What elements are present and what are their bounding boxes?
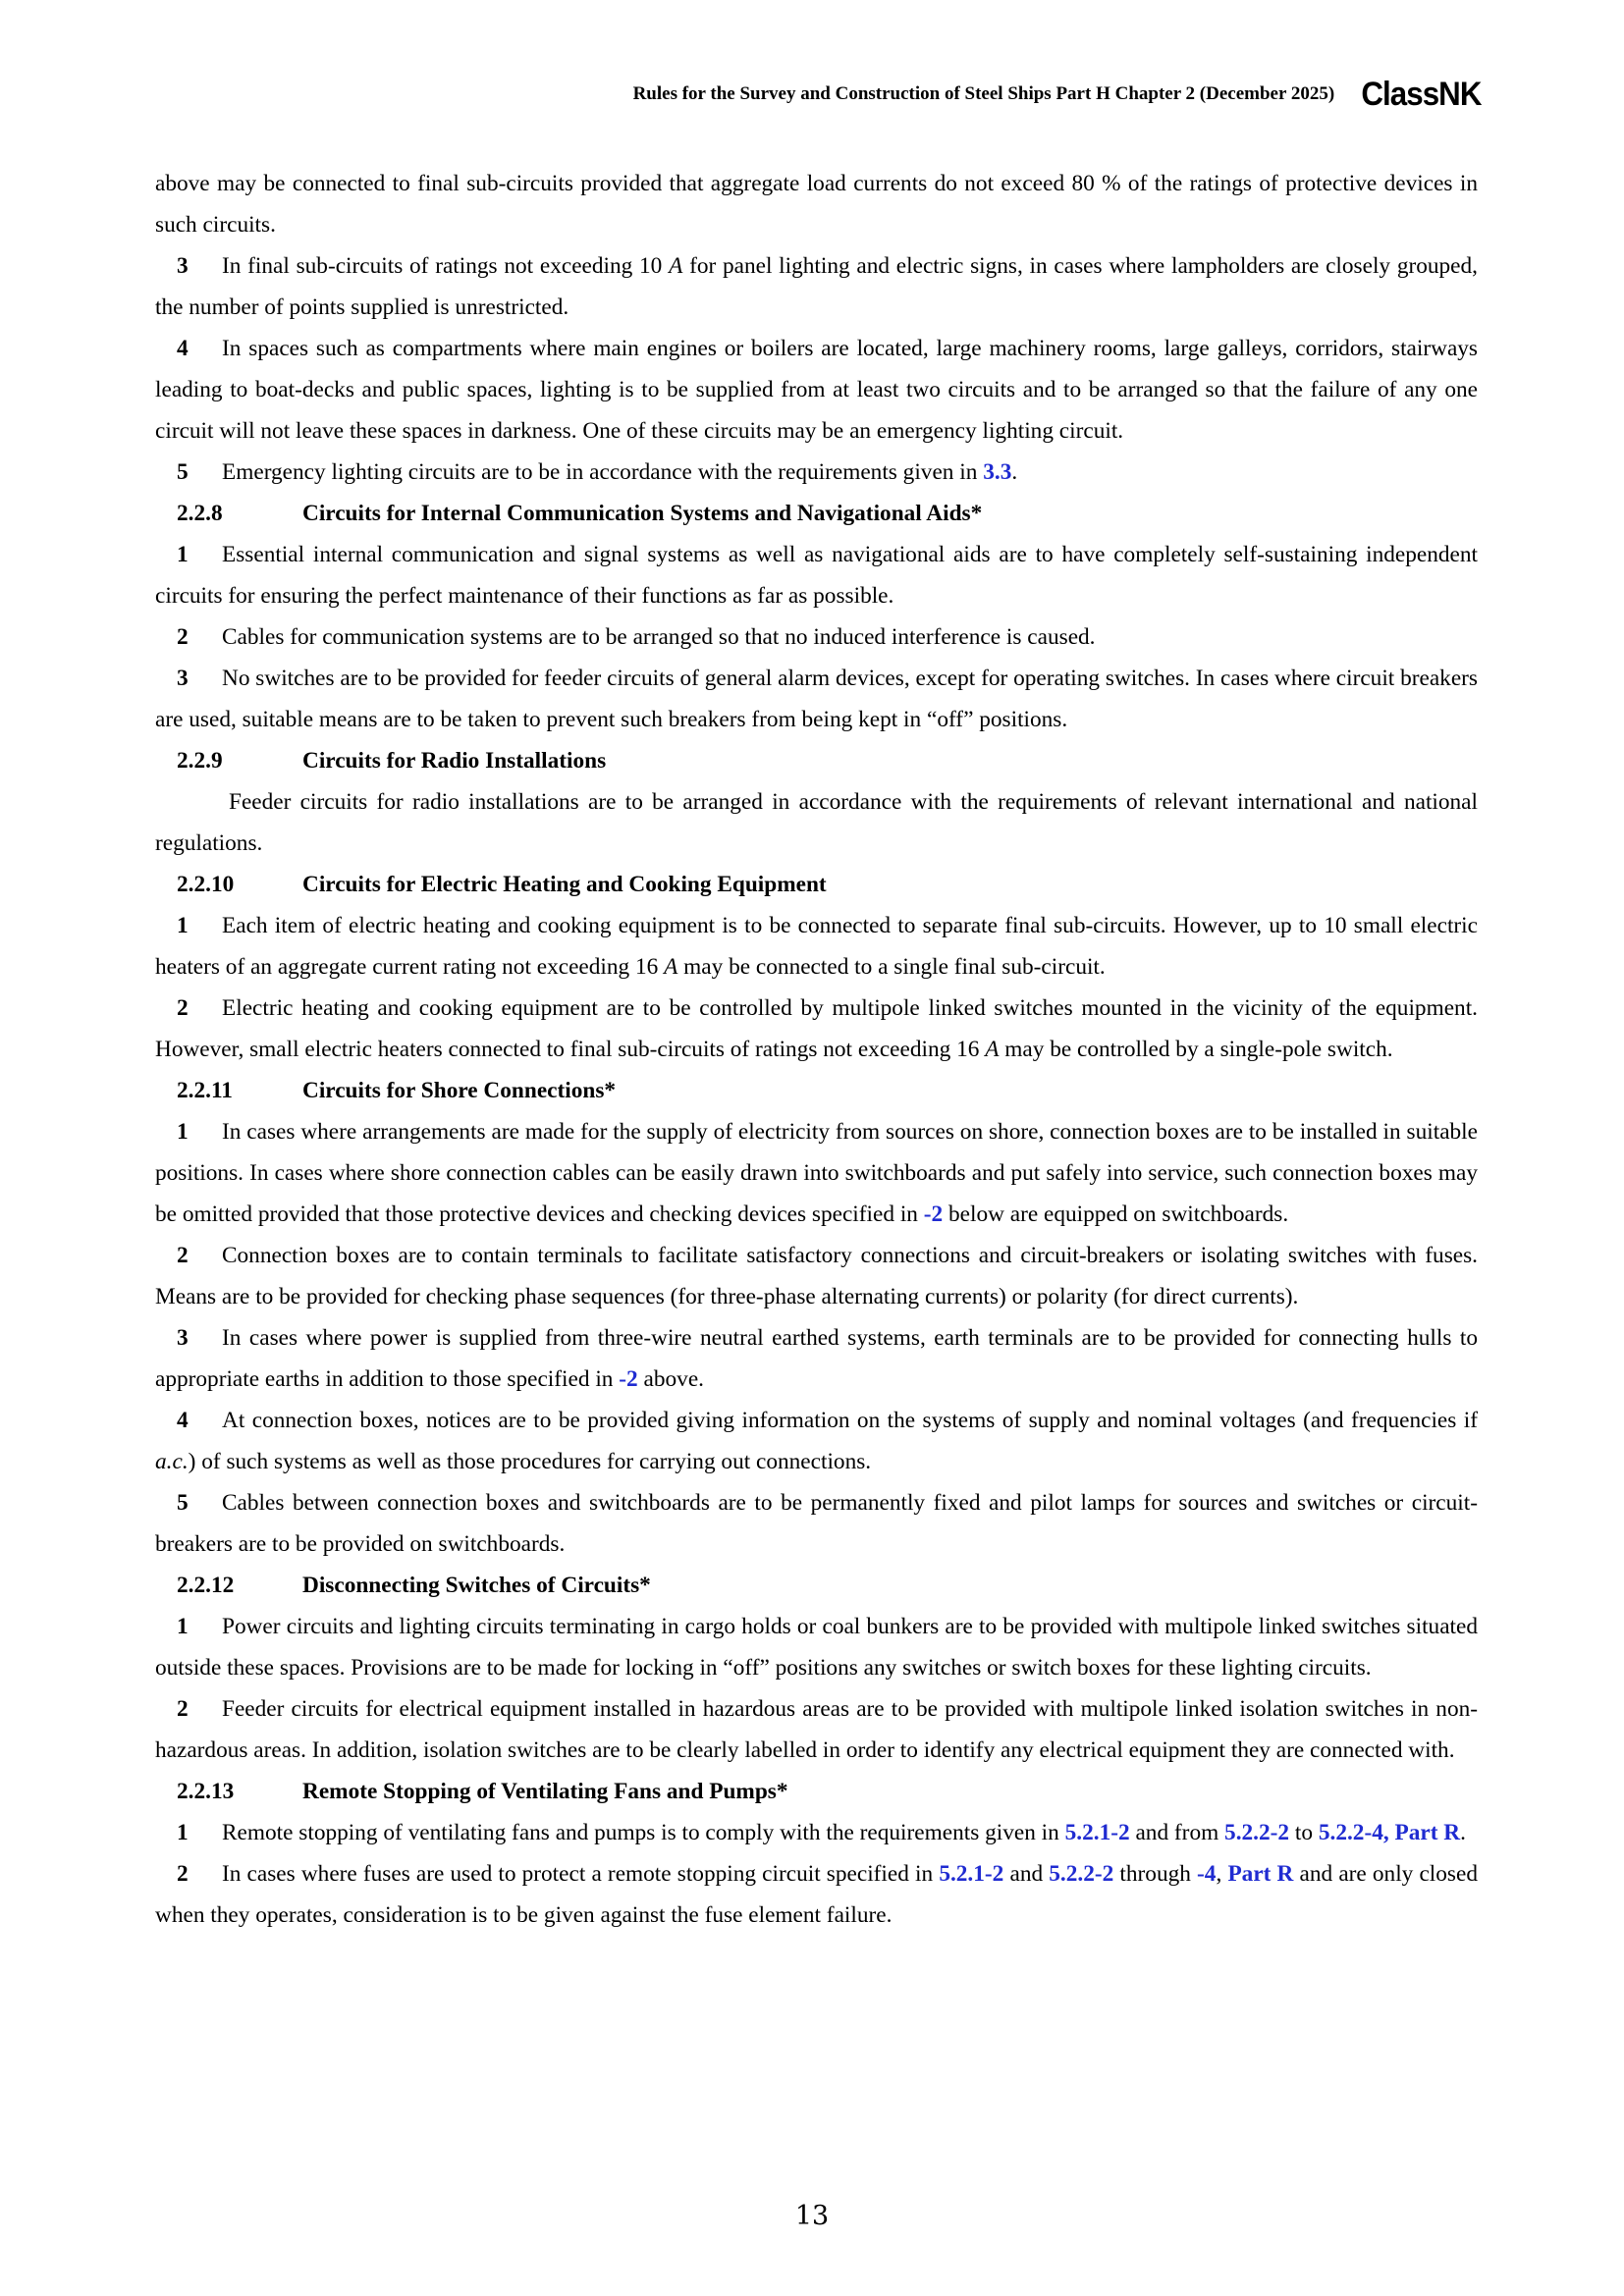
page-header (633, 75, 1487, 114)
link-minus-2[interactable]: -2 (619, 1366, 638, 1392)
link-5-2-2-2[interactable]: 5.2.2-2 (1049, 1861, 1114, 1887)
section-heading-2-2-10: 2.2.10 Circuits for Electric Heating and Cooking Equipment (177, 872, 827, 897)
classnk-logo: ClassNK (1361, 75, 1482, 113)
paragraph: 4 At connection boxes, notices are to be provided giving information on the systems of supply and nominal voltages (and frequencies if a.c.) of such systems as well as those procedures for carrying out connections. (155, 1408, 1478, 1474)
paragraph-4: 4 In spaces such as compartments where main engines or boilers are located, large machinery rooms, large galleys, corridors, stairways leading to boat-decks and public spaces, lighting is to be supplied from at least two circuits and to be arranged so that the failure of any one circuit will not leave these spaces in darkness. One of these circuits may be an emergency lighting circuit. (155, 336, 1478, 444)
paragraph: 2 Feeder circuits for electrical equipment installed in hazardous areas are to be provided with multipole linked isolation switches in non-hazardous areas. In addition, isolation switches are to be clearly labelled in order to identify any electrical equipment they are connected with. (155, 1696, 1478, 1763)
paragraph: Feeder circuits for radio installations are to be arranged in accordance with the requirements of relevant international and national regulations. (155, 789, 1478, 856)
link-minus-4[interactable]: -4 (1197, 1861, 1217, 1887)
paragraph: 1 In cases where arrangements are made for the supply of electricity from sources on shore, connection boxes are to be installed in suitable positions. In cases where shore connection cables can be easily drawn into switchboards and put safely into service, such connection boxes may be omitted provided that those protective devices and checking devices specified in -2 below are equipped on switchboards. (155, 1119, 1478, 1227)
link-5-2-1-2[interactable]: 5.2.1-2 (1064, 1820, 1130, 1845)
link-5-2-1-2[interactable]: 5.2.1-2 (939, 1861, 1004, 1887)
paragraph: 2 Electric heating and cooking equipment are to be controlled by multipole linked switches mounted in the vicinity of the equipment. However, small electric heaters connected to final sub-circuits of ratings not exceeding 16 A may be controlled by a single-pole switch. (155, 995, 1478, 1062)
paragraph-3: 3 In final sub-circuits of ratings not exceeding 10 A for panel lighting and electric signs, in cases where lampholders are closely grouped, the number of points supplied is unrestricted. (155, 253, 1478, 320)
paragraph-5: 5 Emergency lighting circuits are to be in accordance with the requirements given in 3.3. (177, 459, 1018, 485)
section-heading-2-2-8: 2.2.8 Circuits for Internal Communication Systems and Navigational Aids* (177, 501, 983, 526)
paragraph: 1 Remote stopping of ventilating fans and pumps is to comply with the requirements given in 5.2.1-2 and from 5.2.2-2 to 5.2.2-4, Part R. (177, 1820, 1466, 1845)
paragraph: 1 Each item of electric heating and cooking equipment is to be connected to separate final sub-circuits. However, up to 10 small electric heaters of an aggregate current rating not exceeding 16 A may be connected to a single final sub-circuit. (155, 913, 1478, 980)
section-heading-2-2-9: 2.2.9 Circuits for Radio Installations (177, 748, 607, 774)
link-5-2-2-4-part-r[interactable]: 5.2.2-4, Part R (1318, 1820, 1461, 1845)
paragraph: 2 In cases where fuses are used to protect a remote stopping circuit specified in 5.2.1-2 and 5.2.2-2 through -4, Part R and are only closed when they operates, consideration is to be given against the fuse element failure. (155, 1861, 1478, 1928)
document-title: Rules for the Survey and Construction of Steel Ships Part H Chapter 2 (December 2025) (632, 83, 1335, 104)
link-5-2-2-2[interactable]: 5.2.2-2 (1224, 1820, 1290, 1845)
paragraph: above may be connected to final sub-circuits provided that aggregate load currents do not exceed 80 % of the ratings of protective devices in such circuits. (155, 171, 1478, 238)
document-body (155, 163, 1478, 1936)
paragraph: 2 Cables for communication systems are to be arranged so that no induced interference is caused. (177, 624, 1096, 650)
link-minus-2[interactable]: -2 (923, 1201, 944, 1227)
page-number: 13 (794, 2201, 830, 2231)
section-heading-2-2-11: 2.2.11 Circuits for Shore Connections* (177, 1078, 617, 1103)
paragraph: 1 Power circuits and lighting circuits terminating in cargo holds or coal bunkers are to be provided with multipole linked switches situated outside these spaces. Provisions are to be made for locking in “off” positions any switches or switch boxes for these lighting circuits. (155, 1614, 1478, 1681)
paragraph: 5 Cables between connection boxes and switchboards are to be permanently fixed and pilot lamps for sources and switches or circuit-breakers are to be provided on switchboards. (155, 1490, 1478, 1557)
paragraph: 3 No switches are to be provided for feeder circuits of general alarm devices, except for operating switches. In cases where circuit breakers are used, suitable means are to be taken to prevent such breakers from being kept in “off” positions. (155, 666, 1478, 732)
section-heading-2-2-13: 2.2.13 Remote Stopping of Ventilating Fans and Pumps* (177, 1779, 788, 1804)
link-3-3[interactable]: 3.3 (983, 459, 1012, 485)
section-heading-2-2-12: 2.2.12 Disconnecting Switches of Circuits* (177, 1573, 651, 1598)
paragraph: 2 Connection boxes are to contain terminals to facilitate satisfactory connections and circuit-breakers or isolating switches with fuses. Means are to be provided for checking phase sequences (for three-phase alternating currents) or polarity (for direct currents). (155, 1243, 1478, 1309)
link-part-r[interactable]: Part R (1227, 1861, 1294, 1887)
paragraph: 1 Essential internal communication and signal systems as well as navigational aids are to have completely self-sustaining independent circuits for ensuring the perfect maintenance of their functions as far as possible. (155, 542, 1478, 609)
paragraph: 3 In cases where power is supplied from three-wire neutral earthed systems, earth terminals are to be provided for connecting hulls to appropriate earths in addition to those specified in -2 above. (155, 1325, 1478, 1392)
